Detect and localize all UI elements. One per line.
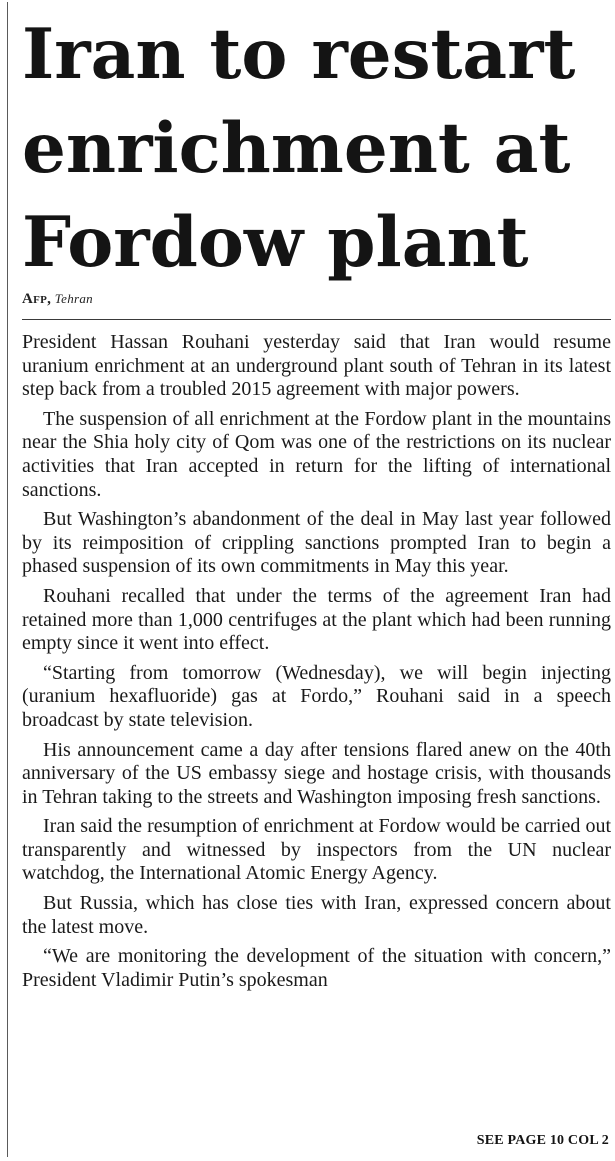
paragraph-8: But Russia, which has close ties with Iran, expressed concern about the latest move. — [22, 892, 611, 938]
byline-agency: Afp, — [22, 291, 52, 307]
byline — [22, 291, 93, 308]
paragraph-7: Iran said the resumption of enrichment at Fordow would be carried out transparently and witnessed by inspectors from the UN nuclear watchdog, the International Atomic Energy Agency. — [22, 815, 611, 885]
paragraph-6: His announcement came a day after tensions flared anew on the 40th anniversary of the US embassy siege and hostage crisis, with thousands in Tehran taking to the streets and Washington imposing fresh sanctions. — [22, 738, 611, 808]
article-body — [22, 331, 611, 998]
byline-location: Tehran — [54, 291, 93, 306]
paragraph-4: Rouhani recalled that under the terms of the agreement Iran had retained more than 1,000 centrifuges at the plant which had been running empty since it went into effect. — [22, 584, 611, 655]
paragraph-9: “We are monitoring the development of the situation with concern,” President Vladimir Putin’s spokesman — [22, 945, 611, 991]
headline: Iran to restart enrichment at Fordow plant — [22, 14, 576, 283]
paragraph-3: But Washington’s abandonment of the deal in May last year followed by its reimposition of crippling sanctions prompted Iran to begin a phased suspension of its own commitments in May this year. — [22, 508, 611, 578]
paragraph-2: The suspension of all enrichment at the Fordow plant in the mountains near the Shia holy city of Qom was one of the restrictions on its nuclear activities that Iran accepted in return for the lifting of international sanctions. — [22, 407, 611, 501]
paragraph-1: President Hassan Rouhani yesterday said that Iran would resume uranium enrichment at an underground plant south of Tehran in its latest step back from a troubled 2015 agreement with major powers. — [22, 331, 611, 401]
byline-divider — [22, 319, 611, 320]
column-rule — [7, 2, 8, 1157]
paragraph-5: “Starting from tomorrow (Wednesday), we will begin injecting (uranium hexafluoride) gas at Fordo,” Rouhani said in a speech broadcast by state television. — [22, 661, 611, 731]
continuation-note: SEE PAGE 10 COL 2 — [476, 1133, 609, 1148]
